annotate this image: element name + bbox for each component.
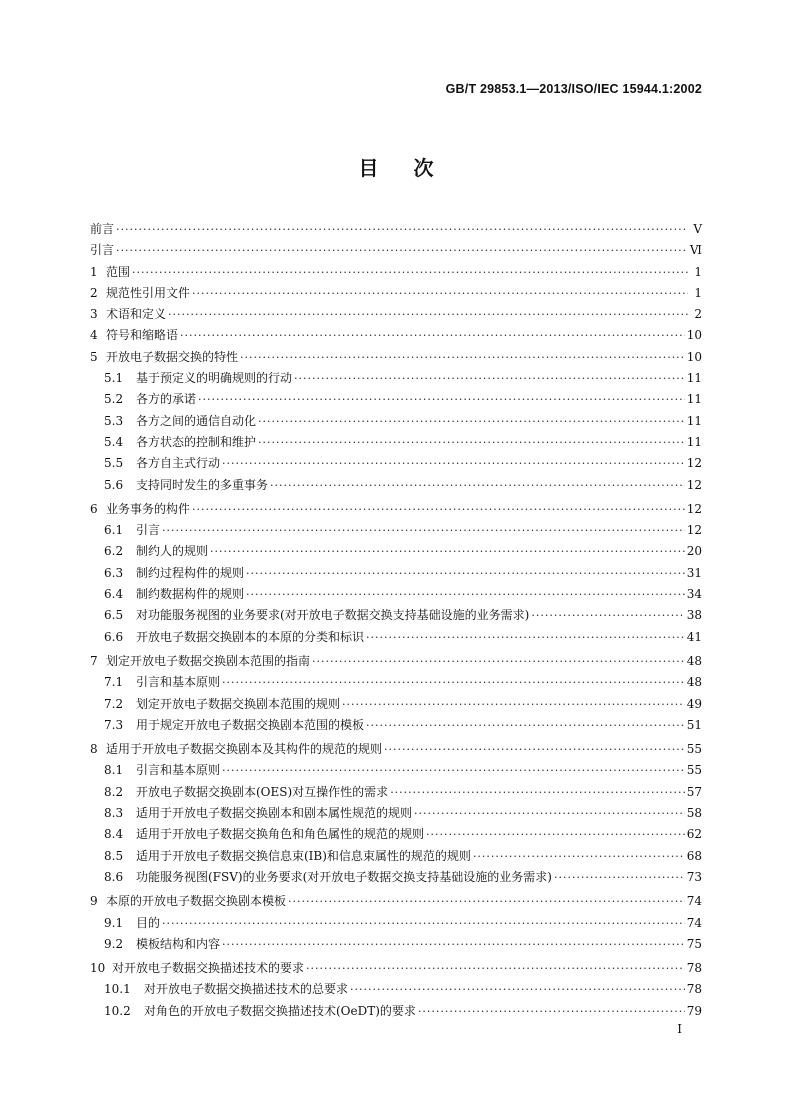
toc-entry-label: 本原的开放电子数据交换剧本模板: [106, 894, 287, 909]
toc-entry-page: 73: [686, 869, 702, 884]
toc-entry[interactable]: [90, 500, 702, 521]
toc-entry[interactable]: [90, 914, 702, 935]
dot-leader: [390, 786, 685, 799]
page-title: 目 次: [358, 156, 434, 180]
toc-entry-page: 68: [686, 848, 702, 863]
toc-entry-label: 划定开放电子数据交换剧本范围的指南: [106, 653, 311, 668]
dot-leader: [258, 415, 685, 428]
toc-entry-page: 2: [694, 307, 702, 322]
toc-entry-number: 9.2: [104, 936, 124, 951]
toc-entry-number: 7.2: [104, 696, 124, 711]
toc-entry-number: 3: [90, 307, 98, 322]
toc-entry-page: 11: [686, 392, 702, 407]
dot-leader: [116, 223, 688, 236]
toc-entry[interactable]: [90, 220, 702, 241]
toc-entry-number: 5.2: [104, 392, 124, 407]
toc-entry-page: 12: [686, 523, 702, 538]
toc-entry-page: 10: [686, 349, 702, 364]
toc-entry[interactable]: [90, 695, 702, 716]
toc-entry-label: 制约人的规则: [136, 544, 209, 559]
toc-entry-page: 55: [686, 763, 702, 778]
dot-leader: [554, 871, 685, 884]
toc-entry-number: 5: [90, 349, 98, 364]
toc-entry-number: 4: [90, 328, 98, 343]
toc-entry[interactable]: [90, 628, 702, 649]
dot-leader: [210, 545, 685, 558]
toc-entry[interactable]: [90, 326, 702, 347]
toc-entry-page: 55: [686, 742, 702, 757]
table-of-contents: [90, 220, 702, 1023]
dot-leader: [350, 983, 685, 996]
toc-entry[interactable]: [90, 348, 702, 369]
toc-entry-label: 规范性引用文件: [106, 285, 191, 300]
toc-entry-number: 6: [90, 501, 98, 516]
toc-entry[interactable]: [90, 476, 702, 497]
toc-entry-label: 支持同时发生的多重事务: [136, 477, 269, 492]
dot-leader: [168, 308, 688, 321]
toc-entry-page: Ⅵ: [689, 243, 702, 258]
toc-entry-number: 8: [90, 742, 98, 757]
toc-entry[interactable]: [90, 804, 702, 825]
toc-entry-label: 对角色的开放电子数据交换描述技术(OeDT)的要求: [144, 1003, 416, 1018]
toc-entry-number: 5.4: [104, 434, 124, 449]
toc-entry-number: 5.1: [104, 371, 124, 386]
toc-entry[interactable]: [90, 305, 702, 326]
toc-entry-page: 79: [686, 1003, 702, 1018]
toc-entry-label: 适用于开放电子数据交换剧本和剧本属性规范的规则: [136, 806, 413, 821]
dot-leader: [192, 287, 688, 300]
toc-entry-label: 对功能服务视图的业务要求(对开放电子数据交换支持基础设施的业务需求): [136, 608, 530, 623]
toc-entry-label: 适用于开放电子数据交换角色和角色属性的规范的规则: [136, 827, 425, 842]
toc-entry-label: 引言: [90, 243, 115, 258]
toc-entry[interactable]: [90, 847, 702, 868]
dot-leader: [162, 524, 685, 537]
toc-entry[interactable]: [90, 959, 702, 980]
toc-entry[interactable]: [90, 892, 702, 913]
toc-entry-label: 各方之间的通信自动化: [136, 413, 257, 428]
toc-entry-number: 9.1: [104, 915, 124, 930]
toc-entry[interactable]: [90, 1002, 702, 1023]
dot-leader: [180, 329, 685, 342]
toc-entry-label: 各方状态的控制和维护: [136, 434, 257, 449]
toc-entry-page: 11: [686, 371, 702, 386]
toc-entry-page: 48: [686, 675, 702, 690]
toc-entry-page: 12: [686, 477, 702, 492]
toc-entry-label: 制约数据构件的规则: [136, 587, 245, 602]
toc-entry-label: 开放电子数据交换剧本的本原的分类和标识: [136, 629, 365, 644]
toc-entry-page: 78: [686, 961, 702, 976]
toc-entry[interactable]: [90, 241, 702, 262]
toc-entry[interactable]: [90, 868, 702, 889]
toc-entry[interactable]: [90, 673, 702, 694]
toc-entry-page: 74: [686, 894, 702, 909]
toc-entry-number: 6.5: [104, 608, 124, 623]
toc-entry[interactable]: [90, 412, 702, 433]
toc-entry[interactable]: [90, 606, 702, 627]
toc-entry[interactable]: [90, 980, 702, 1001]
toc-entry-number: 6.6: [104, 629, 124, 644]
dot-leader: [531, 609, 684, 622]
toc-entry-number: 6.3: [104, 565, 124, 580]
toc-entry-number: 7.3: [104, 717, 124, 732]
toc-entry-page: 31: [686, 565, 702, 580]
toc-entry[interactable]: [90, 284, 702, 305]
toc-entry[interactable]: [90, 521, 702, 542]
toc-entry-page: 12: [686, 501, 702, 516]
dot-leader: [222, 676, 685, 689]
toc-entry-page: 1: [694, 285, 702, 300]
dot-leader: [258, 436, 685, 449]
toc-entry-number: 6.1: [104, 523, 124, 538]
toc-entry-number: 5.5: [104, 456, 124, 471]
toc-entry-page: 62: [686, 827, 702, 842]
dot-leader: [426, 828, 685, 841]
toc-entry-label: 术语和定义: [106, 307, 167, 322]
toc-entry[interactable]: [90, 716, 702, 737]
dot-leader: [473, 850, 685, 863]
toc-entry[interactable]: [90, 369, 702, 390]
toc-entry-number: 6.4: [104, 587, 124, 602]
toc-entry-number: 10: [90, 961, 106, 976]
dot-leader: [342, 698, 685, 711]
toc-entry-number: 8.3: [104, 806, 124, 821]
dot-leader: [162, 917, 685, 930]
toc-entry[interactable]: [90, 263, 702, 284]
dot-leader: [192, 503, 685, 516]
toc-entry-label: 对开放电子数据交换描述技术的总要求: [144, 982, 349, 997]
page-number: I: [677, 1022, 682, 1036]
toc-entry-label: 引言和基本原则: [136, 763, 221, 778]
toc-entry-label: 各方的承诺: [136, 392, 197, 407]
dot-leader: [246, 567, 685, 580]
toc-entry-number: 5.6: [104, 477, 124, 492]
dot-leader: [366, 631, 685, 644]
toc-entry-label: 引言和基本原则: [136, 675, 221, 690]
toc-entry[interactable]: [90, 825, 702, 846]
dot-leader: [246, 588, 685, 601]
dot-leader: [288, 895, 685, 908]
toc-entry-number: 8.4: [104, 827, 124, 842]
dot-leader: [240, 351, 685, 364]
toc-entry-number: 1: [90, 264, 98, 279]
dot-leader: [384, 743, 685, 756]
toc-entry-number: 2: [90, 285, 98, 300]
dot-leader: [414, 807, 685, 820]
toc-entry[interactable]: [90, 542, 702, 563]
toc-entry-page: 57: [686, 784, 702, 799]
toc-entry-label: 制约过程构件的规则: [136, 565, 245, 580]
toc-entry-number: 10.1: [104, 982, 131, 997]
toc-entry-page: 1: [694, 264, 702, 279]
toc-entry-page: 51: [686, 717, 702, 732]
standard-number-header: GB/T 29853.1—2013/ISO/IEC 15944.1:2002: [445, 82, 702, 96]
toc-entry-page: 49: [686, 696, 702, 711]
dot-leader: [222, 457, 685, 470]
toc-entry-number: 7.1: [104, 675, 124, 690]
dot-leader: [418, 1005, 685, 1018]
toc-entry-label: 业务事务的构件: [106, 501, 191, 516]
toc-entry-page: 38: [686, 608, 702, 623]
toc-entry[interactable]: [90, 652, 702, 673]
dot-leader: [222, 938, 685, 951]
toc-entry-page: 58: [686, 806, 702, 821]
toc-entry-page: 20: [686, 544, 702, 559]
toc-entry-page: 34: [686, 587, 702, 602]
toc-entry-number: 8.6: [104, 869, 124, 884]
toc-entry-label: 引言: [136, 523, 161, 538]
dot-leader: [116, 244, 688, 257]
toc-entry[interactable]: [90, 761, 702, 782]
toc-entry-label: 功能服务视图(FSV)的业务要求(对开放电子数据交换支持基础设施的业务需求): [136, 869, 552, 884]
toc-entry-page: 12: [686, 456, 702, 471]
toc-entry[interactable]: [90, 454, 702, 475]
toc-entry-number: 6.2: [104, 544, 124, 559]
toc-entry-page: 11: [686, 413, 702, 428]
toc-entry-label: 符号和缩略语: [106, 328, 179, 343]
toc-entry-number: 8.5: [104, 848, 124, 863]
toc-entry-page: 11: [686, 434, 702, 449]
toc-entry-page: 75: [686, 936, 702, 951]
toc-entry-page: 48: [686, 653, 702, 668]
toc-entry-number: 9: [90, 894, 98, 909]
toc-entry-page: 74: [686, 915, 702, 930]
toc-entry-page: 10: [686, 328, 702, 343]
dot-leader: [270, 479, 685, 492]
toc-entry-label: 范围: [106, 264, 131, 279]
toc-entry-label: 用于规定开放电子数据交换剧本范围的模板: [136, 717, 365, 732]
toc-entry[interactable]: [90, 585, 702, 606]
toc-entry-label: 前言: [90, 222, 115, 236]
toc-entry-label: 开放电子数据交换的特性: [106, 349, 239, 364]
toc-entry-number: 10.2: [104, 1003, 131, 1018]
dot-leader: [294, 372, 685, 385]
toc-entry-label: 目的: [136, 915, 161, 930]
toc-entry-label: 适用于开放电子数据交换剧本及其构件的规范的规则: [106, 742, 383, 757]
dot-leader: [306, 962, 685, 975]
toc-entry-number: 5.3: [104, 413, 124, 428]
toc-entry-page: 41: [686, 629, 702, 644]
toc-entry[interactable]: [90, 564, 702, 585]
toc-entry-label: 基于预定义的明确规则的行动: [136, 371, 293, 386]
toc-entry-label: 对开放电子数据交换描述技术的要求: [112, 961, 305, 976]
toc-entry-label: 划定开放电子数据交换剧本范围的规则: [136, 696, 341, 711]
toc-entry[interactable]: [90, 390, 702, 411]
dot-leader: [312, 655, 685, 668]
toc-entry-label: 各方自主式行动: [136, 456, 221, 471]
toc-entry-label: 模板结构和内容: [136, 936, 221, 951]
dot-leader: [132, 266, 688, 279]
toc-entry[interactable]: [90, 783, 702, 804]
toc-entry[interactable]: [90, 740, 702, 761]
dot-leader: [222, 764, 685, 777]
toc-entry-number: 8.1: [104, 763, 124, 778]
toc-entry-number: 7: [90, 653, 98, 668]
toc-entry-number: 8.2: [104, 784, 124, 799]
dot-leader: [198, 393, 685, 406]
toc-entry-label: 开放电子数据交换剧本(OES)对互操作性的需求: [136, 784, 389, 799]
toc-entry[interactable]: [90, 433, 702, 454]
toc-entry[interactable]: [90, 935, 702, 956]
toc-entry-label: 适用于开放电子数据交换信息束(IB)和信息束属性的规范的规则: [136, 848, 471, 863]
toc-entry-page: Ⅴ: [693, 222, 702, 236]
dot-leader: [366, 719, 685, 732]
toc-entry-page: 78: [686, 982, 702, 997]
